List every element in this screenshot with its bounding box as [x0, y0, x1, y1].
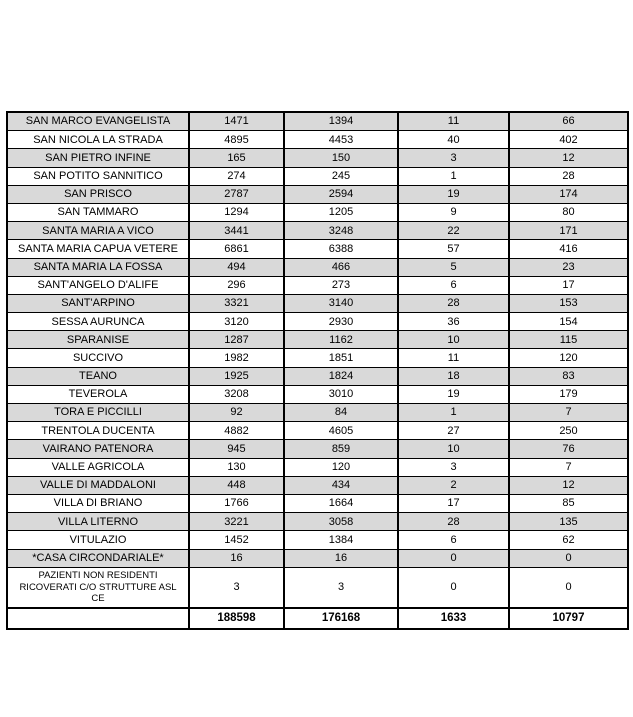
value-cell: 4453	[284, 131, 398, 149]
municipality-name-cell: VILLA DI BRIANO	[7, 494, 189, 512]
value-cell: 1394	[284, 112, 398, 131]
municipality-name-cell: VALLE DI MADDALONI	[7, 476, 189, 494]
value-cell: 154	[509, 313, 628, 331]
municipality-name-cell: SAN NICOLA LA STRADA	[7, 131, 189, 149]
value-cell: 17	[398, 494, 509, 512]
municipality-name-cell: SANTA MARIA A VICO	[7, 222, 189, 240]
table-row	[7, 240, 628, 258]
value-cell: 945	[189, 440, 284, 458]
value-cell: 448	[189, 476, 284, 494]
table-row	[7, 258, 628, 276]
value-cell: 9	[398, 203, 509, 221]
value-cell: 17	[509, 276, 628, 294]
table-row	[7, 531, 628, 549]
value-cell: 1162	[284, 331, 398, 349]
municipality-name-cell: PAZIENTI NON RESIDENTI RICOVERATI C/O STRUTTURE ASL CE	[7, 567, 189, 608]
municipality-name-cell: SAN MARCO EVANGELISTA	[7, 112, 189, 131]
table-row	[7, 513, 628, 531]
totals-row	[7, 608, 628, 629]
municipality-name-cell: SAN TAMMARO	[7, 203, 189, 221]
municipality-name-cell: SANT'ANGELO D'ALIFE	[7, 276, 189, 294]
value-cell: 2930	[284, 313, 398, 331]
value-cell: 6	[398, 276, 509, 294]
municipality-name-cell: SANT'ARPINO	[7, 294, 189, 312]
value-cell: 1925	[189, 367, 284, 385]
value-cell: 92	[189, 404, 284, 422]
value-cell: 16	[284, 549, 398, 567]
value-cell: 84	[284, 404, 398, 422]
municipality-name-cell: SUCCIVO	[7, 349, 189, 367]
table-row	[7, 331, 628, 349]
value-cell: 7	[509, 404, 628, 422]
value-cell: 3248	[284, 222, 398, 240]
table-row	[7, 185, 628, 203]
value-cell: 7	[509, 458, 628, 476]
value-cell: 1384	[284, 531, 398, 549]
totals-value-cell: 176168	[284, 608, 398, 629]
value-cell: 1851	[284, 349, 398, 367]
value-cell: 1	[398, 167, 509, 185]
table-row	[7, 458, 628, 476]
municipality-name-cell: SESSA AURUNCA	[7, 313, 189, 331]
municipality-name-cell: VILLA LITERNO	[7, 513, 189, 531]
value-cell: 3321	[189, 294, 284, 312]
table-row	[7, 385, 628, 403]
value-cell: 1982	[189, 349, 284, 367]
value-cell: 1452	[189, 531, 284, 549]
value-cell: 1471	[189, 112, 284, 131]
value-cell: 245	[284, 167, 398, 185]
value-cell: 36	[398, 313, 509, 331]
value-cell: 19	[398, 385, 509, 403]
table-row	[7, 549, 628, 567]
value-cell: 62	[509, 531, 628, 549]
value-cell: 466	[284, 258, 398, 276]
value-cell: 10	[398, 440, 509, 458]
value-cell: 0	[398, 567, 509, 608]
table-row	[7, 349, 628, 367]
value-cell: 296	[189, 276, 284, 294]
table-row	[7, 167, 628, 185]
value-cell: 130	[189, 458, 284, 476]
table-row	[7, 422, 628, 440]
value-cell: 171	[509, 222, 628, 240]
municipality-name-cell: VALLE AGRICOLA	[7, 458, 189, 476]
value-cell: 179	[509, 385, 628, 403]
value-cell: 11	[398, 349, 509, 367]
table-row	[7, 404, 628, 422]
value-cell: 5	[398, 258, 509, 276]
table-row	[7, 149, 628, 167]
value-cell: 28	[509, 167, 628, 185]
table-row	[7, 131, 628, 149]
value-cell: 57	[398, 240, 509, 258]
value-cell: 120	[284, 458, 398, 476]
value-cell: 3140	[284, 294, 398, 312]
value-cell: 494	[189, 258, 284, 276]
value-cell: 1664	[284, 494, 398, 512]
municipality-name-cell: VITULAZIO	[7, 531, 189, 549]
municipality-name-cell: TEANO	[7, 367, 189, 385]
value-cell: 402	[509, 131, 628, 149]
municipality-name-cell: SAN PRISCO	[7, 185, 189, 203]
municipality-name-cell: TORA E PICCILLI	[7, 404, 189, 422]
value-cell: 135	[509, 513, 628, 531]
report-table-body	[7, 112, 628, 608]
municipality-name-cell: SPARANISE	[7, 331, 189, 349]
value-cell: 1766	[189, 494, 284, 512]
value-cell: 3010	[284, 385, 398, 403]
value-cell: 3221	[189, 513, 284, 531]
value-cell: 11	[398, 112, 509, 131]
table-row	[7, 313, 628, 331]
value-cell: 273	[284, 276, 398, 294]
municipal-data-table	[6, 111, 629, 630]
value-cell: 416	[509, 240, 628, 258]
value-cell: 18	[398, 367, 509, 385]
table-row	[7, 294, 628, 312]
value-cell: 2787	[189, 185, 284, 203]
value-cell: 23	[509, 258, 628, 276]
value-cell: 0	[509, 549, 628, 567]
value-cell: 2	[398, 476, 509, 494]
totals-value-cell: 188598	[189, 608, 284, 629]
value-cell: 3208	[189, 385, 284, 403]
value-cell: 1	[398, 404, 509, 422]
value-cell: 2594	[284, 185, 398, 203]
table-row	[7, 112, 628, 131]
value-cell: 27	[398, 422, 509, 440]
value-cell: 76	[509, 440, 628, 458]
totals-value-cell: 10797	[509, 608, 628, 629]
value-cell: 12	[509, 149, 628, 167]
value-cell: 3	[398, 149, 509, 167]
municipality-name-cell: SANTA MARIA LA FOSSA	[7, 258, 189, 276]
value-cell: 66	[509, 112, 628, 131]
table-row	[7, 222, 628, 240]
value-cell: 859	[284, 440, 398, 458]
table-row	[7, 203, 628, 221]
value-cell: 3120	[189, 313, 284, 331]
municipality-name-cell: SANTA MARIA CAPUA VETERE	[7, 240, 189, 258]
value-cell: 3	[189, 567, 284, 608]
value-cell: 250	[509, 422, 628, 440]
municipality-name-cell: TRENTOLA DUCENTA	[7, 422, 189, 440]
value-cell: 85	[509, 494, 628, 512]
value-cell: 12	[509, 476, 628, 494]
municipality-name-cell: *CASA CIRCONDARIALE*	[7, 549, 189, 567]
value-cell: 150	[284, 149, 398, 167]
value-cell: 1294	[189, 203, 284, 221]
table-row	[7, 567, 628, 608]
table-row	[7, 440, 628, 458]
table-row	[7, 367, 628, 385]
municipality-name-cell: TEVEROLA	[7, 385, 189, 403]
value-cell: 3441	[189, 222, 284, 240]
value-cell: 40	[398, 131, 509, 149]
value-cell: 22	[398, 222, 509, 240]
totals-label-cell	[7, 608, 189, 629]
value-cell: 4605	[284, 422, 398, 440]
value-cell: 80	[509, 203, 628, 221]
value-cell: 153	[509, 294, 628, 312]
value-cell: 19	[398, 185, 509, 203]
value-cell: 165	[189, 149, 284, 167]
municipality-name-cell: VAIRANO PATENORA	[7, 440, 189, 458]
value-cell: 120	[509, 349, 628, 367]
value-cell: 28	[398, 294, 509, 312]
value-cell: 3058	[284, 513, 398, 531]
value-cell: 3	[284, 567, 398, 608]
value-cell: 274	[189, 167, 284, 185]
table-row	[7, 494, 628, 512]
value-cell: 4882	[189, 422, 284, 440]
table-row	[7, 476, 628, 494]
value-cell: 0	[509, 567, 628, 608]
value-cell: 6861	[189, 240, 284, 258]
value-cell: 0	[398, 549, 509, 567]
totals-value-cell: 1633	[398, 608, 509, 629]
value-cell: 4895	[189, 131, 284, 149]
value-cell: 6	[398, 531, 509, 549]
value-cell: 83	[509, 367, 628, 385]
value-cell: 16	[189, 549, 284, 567]
value-cell: 115	[509, 331, 628, 349]
value-cell: 6388	[284, 240, 398, 258]
value-cell: 28	[398, 513, 509, 531]
value-cell: 1205	[284, 203, 398, 221]
report-table-footer	[7, 608, 628, 629]
value-cell: 1824	[284, 367, 398, 385]
municipality-name-cell: SAN PIETRO INFINE	[7, 149, 189, 167]
value-cell: 10	[398, 331, 509, 349]
value-cell: 434	[284, 476, 398, 494]
value-cell: 3	[398, 458, 509, 476]
table-row	[7, 276, 628, 294]
value-cell: 174	[509, 185, 628, 203]
municipality-name-cell: SAN POTITO SANNITICO	[7, 167, 189, 185]
value-cell: 1287	[189, 331, 284, 349]
